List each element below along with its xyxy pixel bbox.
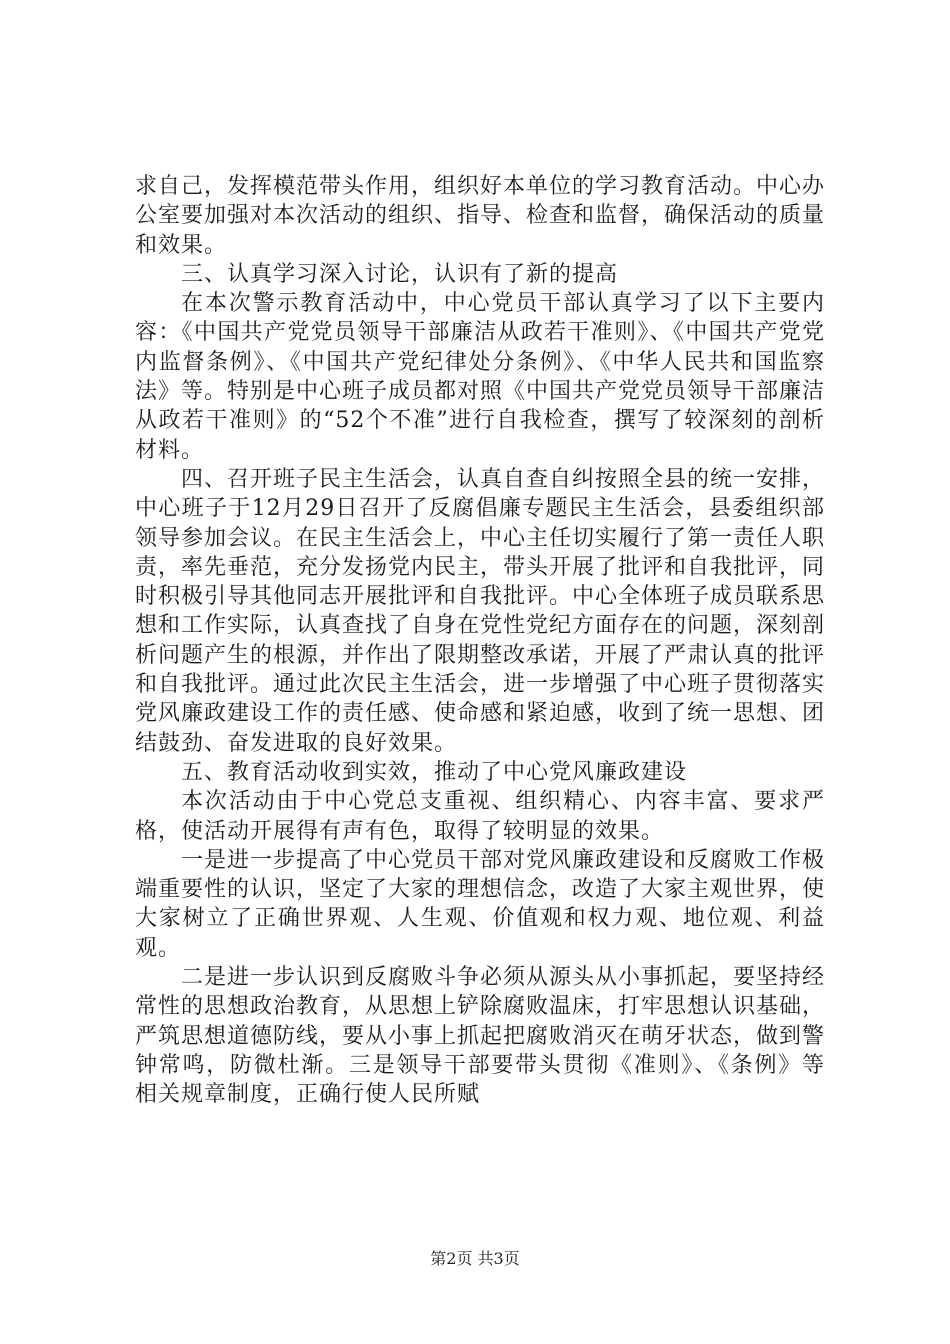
page-footer: 第2页 共3页 <box>430 1249 520 1268</box>
section-heading: 三、认真学习深入讨论，认识有了新的提高 <box>181 261 619 287</box>
document-body <box>135 172 825 1110</box>
paragraph: 在本次警示教育活动中，中心党员干部认真学习了以下主要内容：《中国共产党党员领导干部廉洁从政若干准则》、《中国共产党党内监督条例》、《中国共产党纪律处分条例》、《中华人民共和国监察法》等。特别是中心班子成员都对照《中国共产党党员领导干部廉洁从政若干准则》的“52个不准”进行自我检查，撰写了较深刻的剖析材料。 <box>135 291 826 463</box>
paragraph: 本次活动由于中心党总支重视、组织精心、内容丰富、要求严格，使活动开展得有声有色，取得了较明显的效果。 <box>135 789 825 844</box>
section-heading: 五、教育活动收到实效，推动了中心党风廉政建设 <box>181 759 688 785</box>
paragraph: 二是进一步认识到反腐败斗争必须从源头从小事抓起，要坚持经常性的思想政治教育，从思想上铲除腐败温床，打牢思想认识基础，严筑思想道德防线，要从小事上抓起把腐败消灭在萌牙状态，做到警钟常鸣，防微杜渐。三是领导干部要带头贯彻《准则》、《条例》等相关规章制度，正确行使人民所赋 <box>135 965 826 1108</box>
paragraph: 四、召开班子民主生活会，认真自查自纠按照全县的统一安排，中心班子于12月29日召开了反腐倡廉专题民主生活会，县委组织部领导参加会议。在民主生活会上，中心主任切实履行了第一责任人职责，率先垂范，充分发扬党内民主，带头开展了批评和自我批评，同时积极引导其他同志开展批评和自我批评。中心全体班子成员联系思想和工作实际，认真查找了自身在党性党纪方面存在的问题，深刻剖析问题产生的根源，并作出了限期整改承诺，开展了严肃认真的批评和自我批评。通过此次民主生活会，进一步增强了中心班子贯彻落实党风廉政建设工作的责任感、使命感和紧迫感，收到了统一思想、团结鼓劲、奋发进取的良好效果。 <box>135 466 826 756</box>
paragraph: 求自己，发挥模范带头作用，组织好本单位的学习教育活动。中心办公室要加强对本次活动的组织、指导、检查和监督，确保活动的质量和效果。 <box>135 174 826 258</box>
paragraph: 一是进一步提高了中心党员干部对党风廉政建设和反腐败工作极端重要性的认识，坚定了大家的理想信念，改造了大家主观世界，使大家树立了正确世界观、人生观、价值观和权力观、地位观、利益观。 <box>135 847 826 961</box>
